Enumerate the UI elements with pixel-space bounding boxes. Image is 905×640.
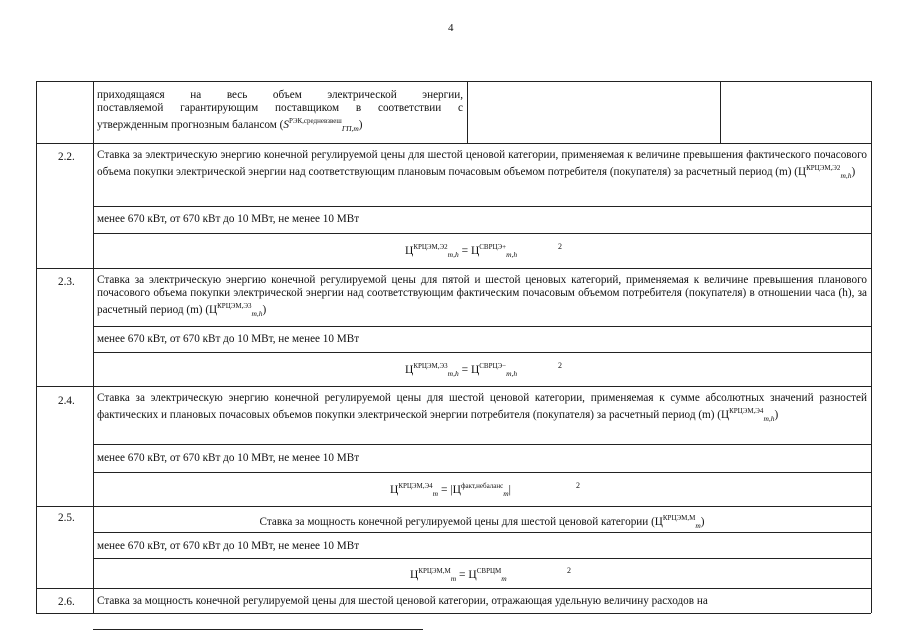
formula: $Ц^{КРЦЭМ,Э2}_{m,h} = Ц^{СВРЦЭ+}_{m,h}$ xyxy=(405,243,518,259)
footnote-mark: 2 xyxy=(576,481,580,490)
table-border xyxy=(93,326,871,327)
table-border xyxy=(36,613,871,614)
table-border xyxy=(93,233,871,234)
page-cut-line xyxy=(93,629,423,630)
formula: $Ц^{КРЦЭМ,Э3}_{m,h} = Ц^{СВРЦЭ-}_{m,h}$ xyxy=(405,362,518,378)
row-number: 2.5. xyxy=(58,512,75,524)
table-border xyxy=(93,206,871,207)
continued-description xyxy=(97,89,463,135)
footnote-mark: 2 xyxy=(558,242,562,251)
table-border xyxy=(36,588,871,589)
footnote-mark: 2 xyxy=(558,361,562,370)
table-border xyxy=(871,81,872,613)
table-border xyxy=(93,532,871,533)
table-border xyxy=(93,352,871,353)
table-border xyxy=(720,81,721,143)
power-range: менее 670 кВт, от 670 кВт до 10 МВт, не менее 10 МВт xyxy=(97,213,360,225)
page-number: 4 xyxy=(448,22,454,34)
footnote-mark: 2 xyxy=(567,566,571,575)
table-border xyxy=(36,81,871,82)
table-border xyxy=(93,472,871,473)
continued-line: приходящаяся на весь объем электрической энергии, xyxy=(97,89,463,101)
table-border xyxy=(36,386,871,387)
table-border xyxy=(36,506,871,507)
continued-line: утвержденным прогнозным балансом $(S^{РЭК,средневзвеш}_{ГП,m})$ xyxy=(97,117,363,133)
table-border xyxy=(36,143,871,144)
rate-description: Ставка за мощность конечной регулируемой цены для шестой ценовой категории $(Ц^{КРЦЭМ,М}_m)$ xyxy=(259,514,705,530)
table-border xyxy=(93,81,94,613)
power-range: менее 670 кВт, от 670 кВт до 10 МВт, не менее 10 МВт xyxy=(97,452,360,464)
rate-description: Ставка за электрическую энергию конечной регулируемой цены для шестой ценовой категории, применяемая к величине превышения фактического почасового объема покупки электрической энергии над соответствующим плановым почасовым объемом потребителя (покупателя) за расчетный период (m) $(Ц^{КРЦЭМ,Э2}_{m,h})$ xyxy=(97,149,867,180)
row-number: 2.4. xyxy=(58,395,75,407)
row-number: 2.2. xyxy=(58,151,75,163)
rate-description: Ставка за электрическую энергию конечной регулируемой цены для пятой и шестой ценовых категорий, применяемая к величине превышения планового почасового объема покупки электрической энергии над соответствующим фактическим почасовым объемом потребителя (покупателя) в отношении часа (h), за расчетный период (m) $(Ц^{КРЦЭМ,Э3}_{m,h})$ xyxy=(97,274,867,318)
continued-line: поставляемой гарантирующим поставщиком в соответствии с xyxy=(97,102,463,114)
table-border xyxy=(467,81,468,143)
row-number: 2.3. xyxy=(58,276,75,288)
formula: $Ц^{КРЦЭМ,Э4}_m = |Ц^{факт,небаланс}_m|$ xyxy=(390,482,511,498)
table-border xyxy=(93,444,871,445)
rate-description: Ставка за мощность конечной регулируемой цены для шестой ценовой категории, отражающая удельную величину расходов на xyxy=(97,595,708,607)
rate-description: Ставка за электрическую энергию конечной регулируемой цены для шестой ценовой категории, применяемая к сумме абсолютных значений разностей фактических и плановых почасовых объемов покупки электрической энергии потребителя (покупателя) за расчетный период (m) $(Ц^{КРЦЭМ,Э4}_{m,h})$ xyxy=(97,392,867,423)
row-number: 2.6. xyxy=(58,596,75,608)
table-border xyxy=(93,558,871,559)
table-border xyxy=(36,81,37,613)
power-range: менее 670 кВт, от 670 кВт до 10 МВт, не менее 10 МВт xyxy=(97,333,360,345)
power-range: менее 670 кВт, от 670 кВт до 10 МВт, не менее 10 МВт xyxy=(97,540,360,552)
table-border xyxy=(36,268,871,269)
formula: $Ц^{КРЦЭМ,М}_m = Ц^{СВРЦМ}_m$ xyxy=(410,567,507,583)
